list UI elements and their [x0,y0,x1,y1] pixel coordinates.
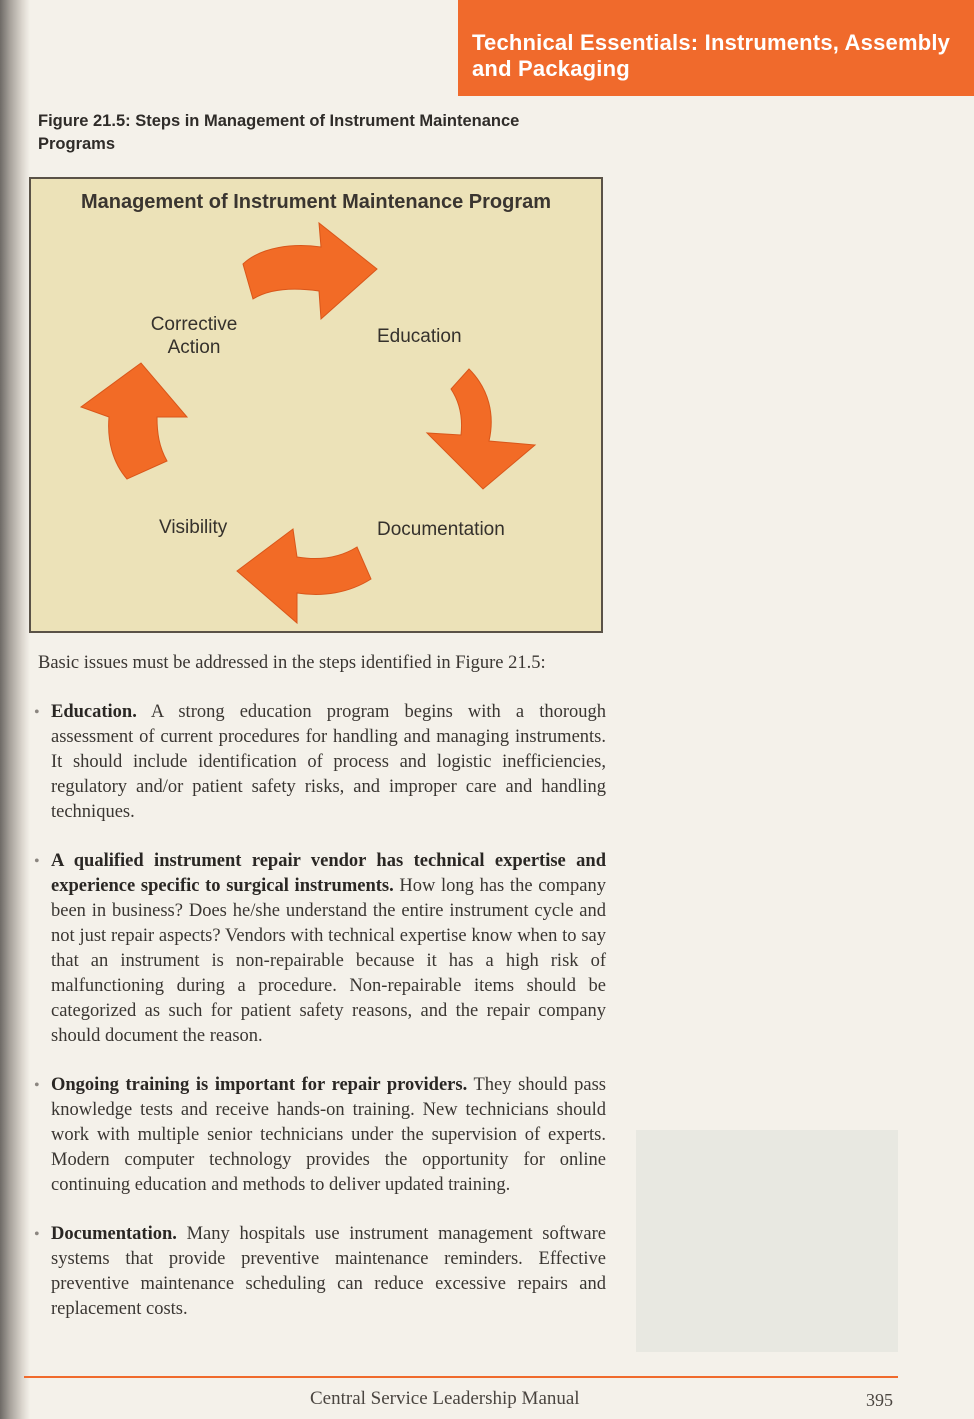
diagram-title: Management of Instrument Maintenance Program [80,191,552,213]
bullet-text: They should pass knowledge tests and receive hands-on training. New technicians should work with multiple senior technicians under the supervision of experts. Modern computer technology provides the opportunity for online continuing education and methods to deliver updated training. [51,1075,606,1195]
step-visibility: Visibility [159,517,228,538]
chapter-title: Technical Essentials: Instruments, Assembly and Packaging [472,30,951,81]
step-documentation: Documentation [377,519,505,540]
bullet-lead: A qualified instrument repair vendor has technical expertise and experience specific to surgical instruments. [51,851,606,896]
arrow-to-education-icon [243,223,377,319]
arrow-to-visibility-icon [237,529,371,623]
bullet-lead: Ongoing training is important for repair providers. [51,1075,468,1095]
bullet-list [34,700,606,1346]
bullet-text: How long has the company been in business? Does he/she understand the entire instrument cycle and not just repair aspects? Vendors with technical expertise know when to say that an instrument is non-repairable because it has a high risk of malfunctioning during a procedure. Non-repairable items should be categorized as such for patient safety reasons, and the repair company should document the reason. [51,876,607,1046]
bullet-icon: • [34,1077,40,1094]
bullet-ongoing-training [34,1073,606,1198]
arrow-to-corrective-action-icon [81,363,187,479]
bullet-lead: Documentation. [51,1224,177,1244]
step-education: Education [377,326,462,347]
cycle-diagram [29,177,603,633]
bullet-icon: • [34,1226,40,1243]
bullet-lead: Education. [51,702,137,722]
bullet-text: A strong education program begins with a thorough assessment of current procedures for handling and managing instruments. It should include identification of process and logistic inefficiencies, regulatory and/or patient safety risks, and improper care and handling techniques. [51,702,606,822]
bullet-repair-vendor [34,849,606,1049]
footer-divider [24,1376,898,1378]
page-number: 395 [866,1390,893,1410]
cycle-arrows [31,179,601,631]
bullet-icon: • [34,853,40,870]
intro-paragraph: Basic issues must be addressed in the steps identified in Figure 21.5: [38,653,546,673]
arrow-to-documentation-icon [427,369,535,489]
book-binding-shadow [0,0,30,1419]
figure-caption: Figure 21.5: Steps in Management of Instrument Maintenance Programs [38,112,520,153]
bullet-icon: • [34,704,40,721]
footer-book-title: Central Service Leadership Manual [310,1388,580,1409]
bullet-text: Many hospitals use instrument management software systems that provide preventive maintenance reminders. Effective preventive maintenance scheduling can reduce excessive repairs and replacement costs. [51,1224,606,1319]
bullet-documentation [34,1222,606,1322]
bullet-education [34,700,606,825]
step-corrective-action: Corrective Action [150,314,238,358]
show-through-sidebar [636,1130,898,1352]
chapter-header-band [458,0,974,96]
